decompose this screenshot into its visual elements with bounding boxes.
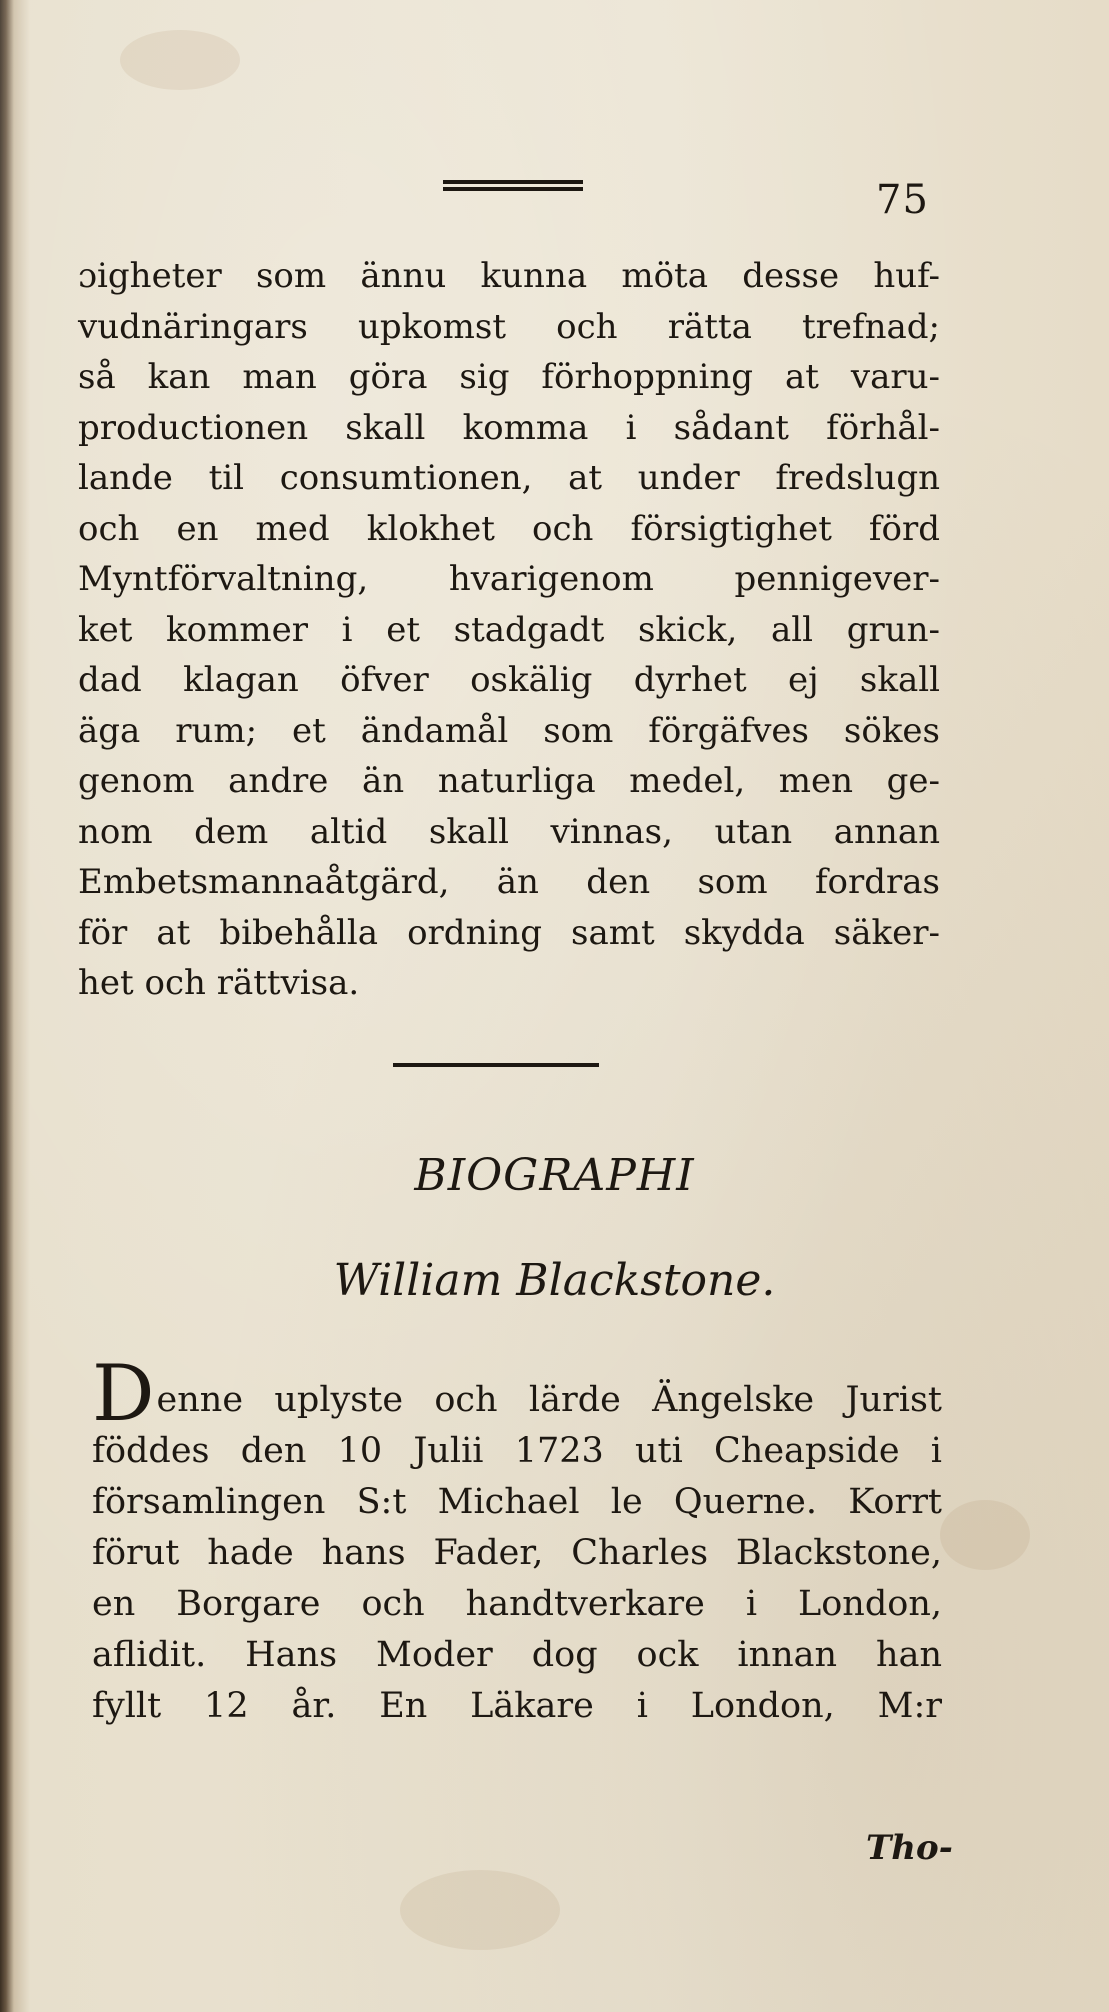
text-line: het och rättvisa. [78,963,360,1003]
body-paragraph [78,251,940,1009]
text-line: för at bibehålla ordning samt skydda säker- [78,912,940,953]
text-line: productionen skall komma i sådant förhål- [78,407,940,448]
section-divider [393,1063,599,1067]
text-line: och en med klokhet och försigtighet förd [78,508,940,549]
section-title: BIOGRAPHI [414,1150,695,1201]
text-line [92,1349,942,1439]
paper-stain [400,1870,560,1950]
text-line: ket kommer i et stadgadt skick, all grun- [78,609,940,650]
page-number: 75 [876,177,929,223]
text-line: så kan man göra sig förhoppning at varu- [78,357,940,397]
text-line: vudnäringars upkomst och rätta trefnad; [78,306,940,347]
paper-stain [940,1500,1030,1570]
header-double-rule [443,180,583,194]
text-line: genom andre än naturliga medel, men ge- [78,761,940,801]
text-line: ɔigheter som ännu kunna möta desse huf- [78,256,940,296]
paper-stain [120,30,240,90]
text-line: föddes den 10 Julii 1723 uti Cheapside i [92,1431,942,1471]
biography-subject: William Blackstone. [333,1255,776,1306]
text-line: aflidit. Hans Moder dog ock innan han [92,1635,942,1675]
text-line: Embetsmannaåtgärd, än den som fordras [78,862,940,902]
text-line: lande til consumtionen, at under fredslugn [78,458,940,498]
text-line: äga rum; et ändamål som förgäfves sökes [78,710,940,751]
text-line: förut hade hans Fader, Charles Blackstone, [92,1533,942,1573]
text-line: församlingen S:t Michael le Querne. Korrt [92,1482,942,1522]
text-line: en Borgare och handtverkare i London, [92,1584,942,1624]
text-line: dad klagan öfver oskälig dyrhet ej skall [78,660,940,700]
text-line: nom dem altid skall vinnas, utan annan [78,811,940,852]
drop-cap: D [92,1349,155,1439]
biography-paragraph [92,1349,942,1732]
text-line: Myntförvaltning, hvarigenom pennigever- [78,559,940,599]
catchword: Tho- [866,1828,953,1868]
text-line-rest: enne uplyste och lärde Ängelske Jurist [156,1380,942,1420]
text-line: fyllt 12 år. En Läkare i London, M:r [92,1686,942,1726]
